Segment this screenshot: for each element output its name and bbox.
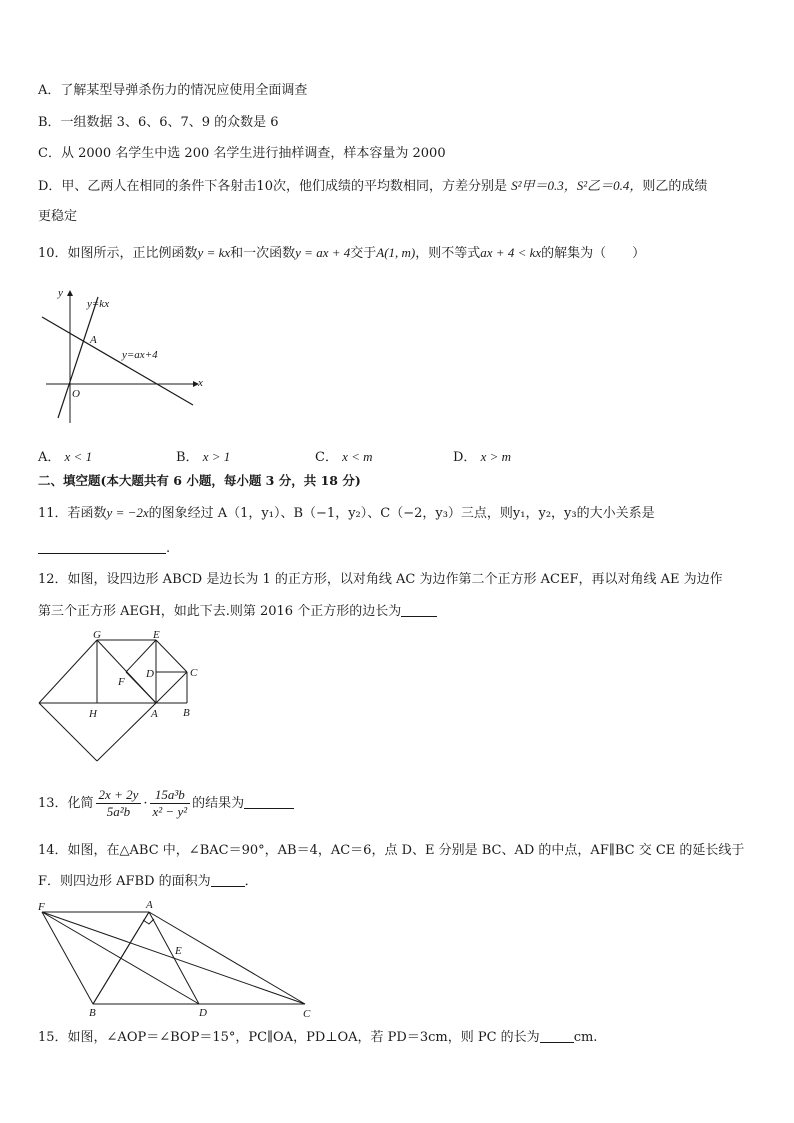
q13-stem xyxy=(38,784,294,824)
q9-option-d-line2: 更稳定 xyxy=(38,209,78,224)
q12-text: 第三个正方形 AEGH，如此下去.则第 2016 个正方形的边长为 xyxy=(38,604,402,619)
choice-letter: B． xyxy=(176,450,199,465)
origin-label: O xyxy=(72,388,80,400)
q10-stem-text4: ，则不等式 xyxy=(415,246,481,261)
label-f: F xyxy=(38,901,45,913)
q10-choice-b xyxy=(176,446,230,465)
q15-text: 15．如图，∠AOP＝∠BOP＝15°，PC∥OA，PD⊥OA，若 PD＝3cm，则 PC 的长为 xyxy=(38,1030,540,1045)
choice-letter: A． xyxy=(38,450,61,465)
q13-text2: 的结果为 xyxy=(192,796,245,811)
q9-d-variance-yi: S²乙＝0.4， xyxy=(576,178,643,193)
label-kx: y=kx xyxy=(87,298,110,310)
q13-blank[interactable] xyxy=(244,796,294,809)
label-a: A xyxy=(146,899,153,911)
q15-stem xyxy=(38,1029,597,1047)
q11-end: . xyxy=(166,541,171,556)
label-c: C xyxy=(303,1008,311,1020)
q9-option-b: B．一组数据 3、6、6、7、9 的众数是 6 xyxy=(38,115,279,130)
q10-inequality: ax + 4 < kx xyxy=(480,245,542,260)
label-g: G xyxy=(93,629,101,641)
label-c: C xyxy=(190,667,198,679)
q10-stem-text2: 和一次函数 xyxy=(230,246,296,261)
label-b: B xyxy=(89,1007,96,1019)
q14-text: F．则四边形 AFBD 的面积为 xyxy=(38,874,211,889)
q14-stem-line1: 14．如图，在△ABC 中，∠BAC＝90°，AB＝4，AC＝6，点 D、E 分别是 BC、AD 的中点，AF∥BC 交 CE 的延长线于 xyxy=(38,843,745,858)
label-d: D xyxy=(199,1007,207,1019)
label-h: H xyxy=(89,708,97,720)
q15-blank[interactable] xyxy=(540,1030,574,1043)
q13-fraction-2 xyxy=(150,787,191,820)
q14-figure xyxy=(33,896,323,1020)
choice-text: x < 1 xyxy=(64,449,93,464)
q13-text: 13．化简 xyxy=(38,796,94,811)
fraction-denominator: 5a²b xyxy=(106,804,131,819)
choice-text: x < m xyxy=(342,449,373,464)
q14-text-end: ． xyxy=(244,874,258,889)
y-axis-label: y xyxy=(58,287,63,299)
q11-answer-line xyxy=(38,540,170,558)
q9-d-text-end: 则乙的成绩 xyxy=(642,179,708,194)
label-f: F xyxy=(118,676,125,688)
section-heading: 二、填空题(本大题共有 6 小题，每小题 3 分，共 18 分) xyxy=(38,473,361,488)
q9-d-text: D．甲、乙两人在相同的条件下各射击10次，他们成绩的平均数相同，方差分别是 xyxy=(38,179,512,194)
q10-stem-text3: 交于 xyxy=(350,246,377,261)
q10-func-kx: y = kx xyxy=(197,245,231,260)
choice-text: x > 1 xyxy=(202,449,231,464)
q15-text-end: cm. xyxy=(573,1030,598,1045)
q10-point-a: A(1, m) xyxy=(376,245,416,260)
q13-fraction-1 xyxy=(96,787,142,820)
point-a-label: A xyxy=(90,334,97,346)
q12-figure xyxy=(30,628,210,768)
q10-stem xyxy=(38,244,645,263)
q10-func-ax: y = ax + 4 xyxy=(295,245,351,260)
fraction-numerator: 2x + 2y xyxy=(96,787,142,804)
q12-stem-line1: 12．如图，设四边形 ABCD 是边长为 1 的正方形，以对角线 AC 为边作第二个正方形 ACEF，再以对角线 AE 为边作 xyxy=(38,572,723,587)
choice-letter: D． xyxy=(453,450,477,465)
q9-option-d xyxy=(38,177,707,196)
q14-stem-line2 xyxy=(38,873,258,891)
q11-blank[interactable] xyxy=(38,541,166,554)
q11-text: 11．若函数 xyxy=(38,506,107,521)
label-b: B xyxy=(183,707,190,719)
line-ax4 xyxy=(42,317,193,405)
label-ax4: y=ax+4 xyxy=(122,349,158,361)
q13-dot: · xyxy=(143,796,148,811)
choice-letter: C． xyxy=(315,450,338,465)
q9-d-variance-jia: S²甲＝0.3， xyxy=(511,178,577,193)
label-e: E xyxy=(153,629,160,641)
label-a: A xyxy=(151,708,158,720)
q12-blank[interactable] xyxy=(401,604,437,617)
q11-stem xyxy=(38,504,655,523)
q11-text2: 的图象经过 A（1，y₁）、B（−1，y₂）、C（−2，y₃）三点，则y₁，y₂，y₃的大小关系是 xyxy=(148,506,655,521)
q10-stem-text5: 的解集为（ ） xyxy=(541,246,646,261)
q10-choice-a xyxy=(38,446,92,465)
q12-stem-line2 xyxy=(38,603,437,621)
q10-choice-c xyxy=(315,446,373,465)
label-d: D xyxy=(146,668,154,680)
q10-graph xyxy=(38,283,218,428)
choice-text: x > m xyxy=(480,449,512,464)
fraction-denominator: x² − y² xyxy=(152,804,188,819)
q10-stem-text: 10．如图所示，正比例函数 xyxy=(38,246,198,261)
q10-choice-d xyxy=(453,446,511,465)
q11-func: y = −2x xyxy=(106,505,149,520)
q9-option-a: A．了解某型导弹杀伤力的情况应使用全面调查 xyxy=(38,83,308,98)
fraction-numerator: 15a³b xyxy=(150,787,191,804)
x-axis-label: x xyxy=(198,377,203,389)
q14-blank[interactable] xyxy=(211,874,245,887)
label-e: E xyxy=(175,945,182,957)
q9-option-c: C．从 2000 名学生中选 200 名学生进行抽样调查，样本容量为 2000 xyxy=(38,146,446,161)
